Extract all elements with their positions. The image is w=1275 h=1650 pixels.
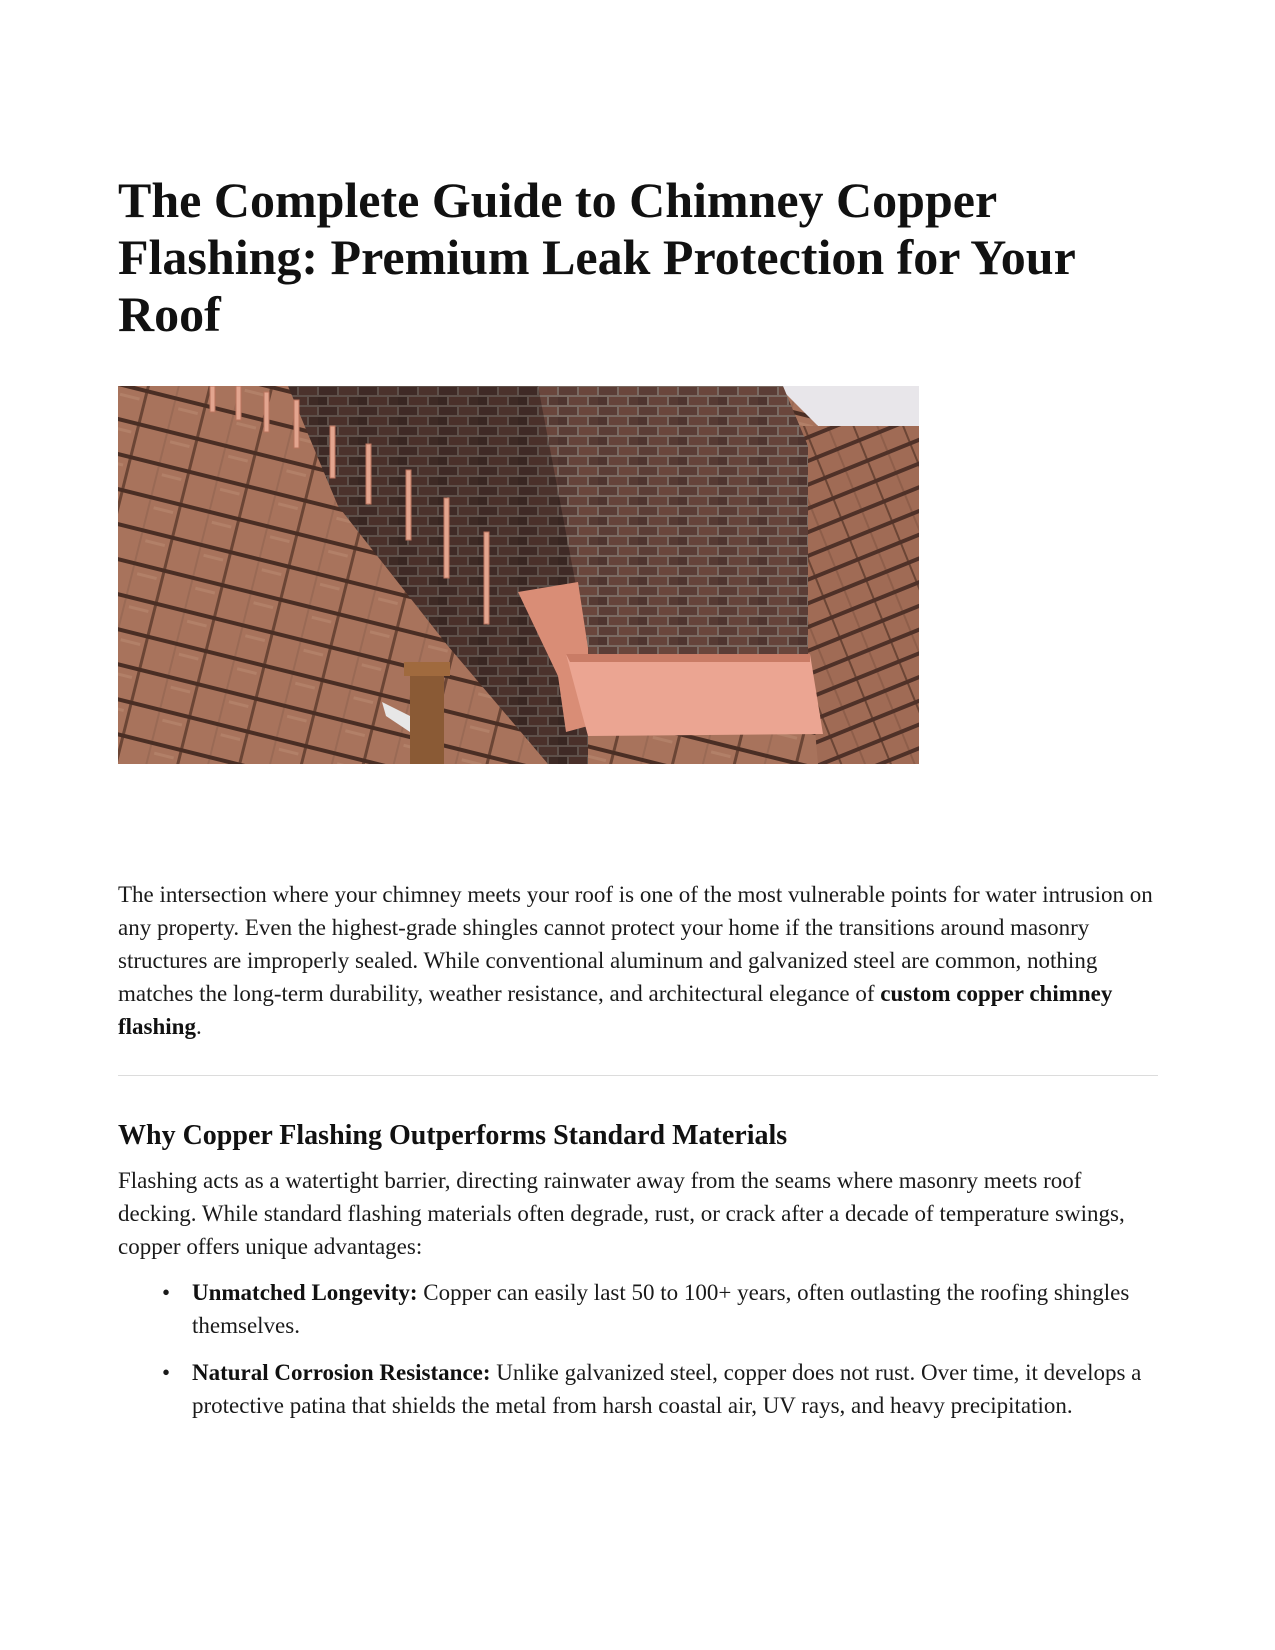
list-item-text: Copper can easily last 50 to 100+ years, often outlasting the roofing shingles themselves.: [192, 1280, 1130, 1338]
section-divider: [118, 1075, 1158, 1076]
intro-paragraph: [118, 878, 1158, 1043]
list-item-label: Natural Corrosion Resistance:: [192, 1360, 491, 1385]
bullet-marker: •: [162, 1360, 171, 1385]
bullet-marker: •: [162, 1280, 171, 1305]
intro-bold-phrase: custom copper chimney flashing: [118, 981, 1113, 1039]
intro-end: .: [195, 1014, 202, 1039]
list-item-text: Unlike galvanized steel, copper does not rust. Over time, it develops a protective patina that shields the metal from harsh coastal air, UV rays, and heavy precipitation.: [192, 1360, 1142, 1418]
chimney-flashing-photo: [118, 386, 919, 764]
advantages-list: [118, 1276, 1158, 1436]
intro-text: The intersection where your chimney meets your roof is one of the most vulnerable points for water intrusion on any property. Even the highest-grade shingles cannot protect your home if the transitions around masonry structures are improperly sealed. While conventional aluminum and galvanized steel are common, nothing matches the long-term durability, weather resistance, and architectural elegance of: [118, 882, 1153, 1006]
page-title: The Complete Guide to Chimney Copper Flashing: Premium Leak Protection for Your Roof: [118, 172, 1075, 342]
list-item: [118, 1356, 1158, 1422]
list-item: [118, 1276, 1158, 1342]
section-heading: Why Copper Flashing Outperforms Standard Materials: [118, 1120, 788, 1151]
section-paragraph: Flashing acts as a watertight barrier, directing rainwater away from the seams where masonry meets roof decking. While standard flashing materials often degrade, rust, or crack after a decade of temperature swings, copper offers unique advantages:: [118, 1168, 1125, 1259]
list-item-label: Unmatched Longevity:: [192, 1280, 418, 1305]
